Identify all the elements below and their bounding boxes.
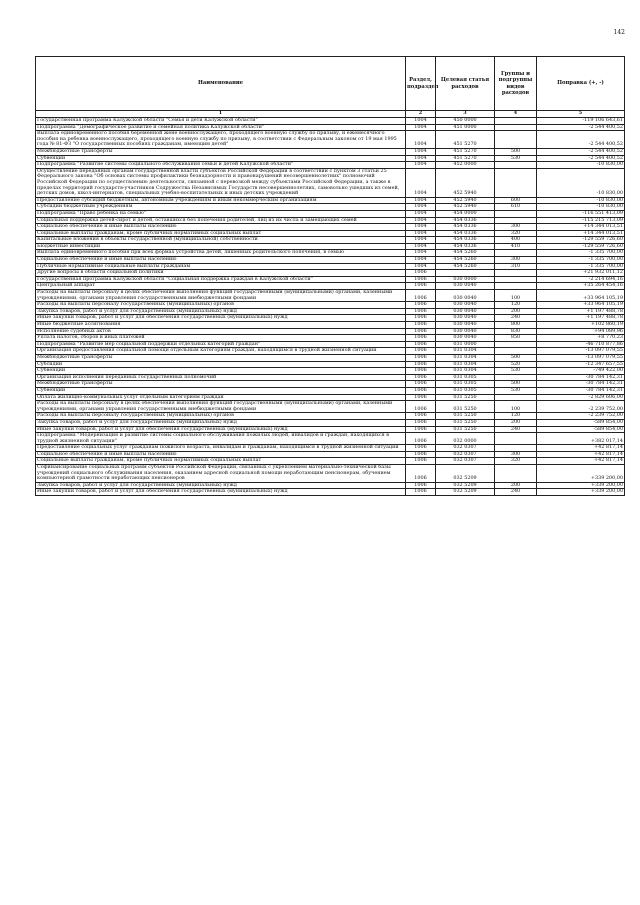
row-section: 1006 xyxy=(406,445,436,452)
row-name: Подпрограмма "Модернизация и развитие системы социального обслуживания пожилых людей, инвалидов и граждан, находящихся в трудной жизненной ситуации" xyxy=(36,433,406,445)
row-change: -2 544 400,52 xyxy=(537,131,625,149)
row-group: 300 xyxy=(495,224,537,231)
row-change: -589 854,00 xyxy=(537,426,625,433)
row-section: 1006 xyxy=(406,381,436,388)
row-group: 240 xyxy=(495,426,537,433)
row-section: 1006 xyxy=(406,482,436,489)
row-change: -2 544 400,52 xyxy=(537,155,625,162)
row-name: Оплата жилищно-коммунальных услуг отдельным категориям граждан xyxy=(36,394,406,401)
row-group: 200 xyxy=(495,482,537,489)
row-code: 030 0040 xyxy=(436,322,495,329)
row-code: 451 0000 xyxy=(436,124,495,131)
row-group: 530 xyxy=(495,368,537,375)
row-change: +42 817,14 xyxy=(537,458,625,465)
row-code: 454 0336 xyxy=(436,230,495,237)
table-row xyxy=(36,348,625,355)
row-section: 1006 xyxy=(406,374,436,381)
row-change: +339 200,00 xyxy=(537,482,625,489)
row-group xyxy=(495,465,537,483)
row-change: +35 264 454,16 xyxy=(537,283,625,290)
row-change: -2 214 694,16 xyxy=(537,276,625,283)
row-group xyxy=(495,433,537,445)
row-group: 600 xyxy=(495,197,537,204)
row-code: 032 0000 xyxy=(436,433,495,445)
row-code: 030 0040 xyxy=(436,328,495,335)
row-name: Выплата единовременного пособия при всех формах устройства детей, лишенных родительского попечения, в семью xyxy=(36,250,406,257)
row-name: Организация исполнения переданных государственных полномочий xyxy=(36,374,406,381)
row-group xyxy=(495,283,537,290)
row-group: 400 xyxy=(495,237,537,244)
row-code: 452 5940 xyxy=(436,197,495,204)
row-group xyxy=(495,341,537,348)
row-name: Расходы на выплаты персоналу в целях обеспечения выполнения функций государственными (муниципальными) органами, казенными учреждениями, органами управления государственными внебюджетными фондами xyxy=(36,290,406,302)
row-section: 1006 xyxy=(406,394,436,401)
row-name: Предоставление социальных услуг гражданам пожилого возраста, инвалидам и гражданам, находящимся в трудной жизненной ситуации xyxy=(36,445,406,452)
row-section: 1006 xyxy=(406,354,436,361)
row-group xyxy=(495,162,537,169)
row-name: Расходы на выплаты персоналу в целях обеспечения выполнения функций государственными (муниципальными) органами, казенными учреждениями, органами управления государственными внебюджетными фондами xyxy=(36,401,406,413)
row-name: Исполнение судебных актов xyxy=(36,328,406,335)
row-change: +8 770,23 xyxy=(537,335,625,342)
row-name: Осуществление переданных органам государственной власти субъектов Российской Федерации в соответствии с пунктом 3 статьи 25 Федерального закона "Об основах системы профилактики безнадзорности и правонарушений несовершеннолетних" полномочий Российской Федерации по осуществлению деятельности, связанной с перевозкой между субъектами Российской Федерации, а также в пределах территорий государств-участников Содружества Независимых Государств несовершеннолетних, самовольно ушедших из семей, детских домов, школ-интернатов, специальных учебно-воспитательных и иных детских учреждений xyxy=(36,168,406,197)
row-change: -30 784 142,31 xyxy=(537,381,625,388)
row-section: 1006 xyxy=(406,401,436,413)
row-code: 032 0307 xyxy=(436,458,495,465)
row-change: +21 932 011,12 xyxy=(537,270,625,277)
table-row xyxy=(36,315,625,322)
row-group: 120 xyxy=(495,302,537,309)
row-section: 1004 xyxy=(406,230,436,237)
row-group xyxy=(495,118,537,125)
row-name: Субвенции xyxy=(36,155,406,162)
row-section: 1006 xyxy=(406,489,436,496)
row-code: 030 0040 xyxy=(436,290,495,302)
row-code: 031 0304 xyxy=(436,368,495,375)
row-section: 1004 xyxy=(406,168,436,197)
table-row xyxy=(36,374,625,381)
row-section: 1004 xyxy=(406,148,436,155)
row-change: -1 335 700,00 xyxy=(537,257,625,264)
row-group: 200 xyxy=(495,308,537,315)
row-section: 1006 xyxy=(406,387,436,394)
row-change: -116 551 413,09 xyxy=(537,210,625,217)
row-code: 030 0040 xyxy=(436,283,495,290)
row-change: -10 830,00 xyxy=(537,197,625,204)
table-row xyxy=(36,381,625,388)
row-section: 1006 xyxy=(406,341,436,348)
row-name: Подпрограмма "Демографическое развитие и семейная политика Калужской области" xyxy=(36,124,406,131)
row-name: Выплата единовременного пособия беременной жене военнослужащего, проходящего военную службу по призыву, и ежемесячного пособия на ребенка военнослужащего, проходящего военную службу по призыву, в соответствии с Федеральным законом от 19 мая 1995 года № 81-ФЗ "О государственных пособиях гражданам, имеющим детей" xyxy=(36,131,406,149)
col-number: 5 xyxy=(537,111,625,118)
header-code: Целевая статья расходов xyxy=(436,57,495,111)
row-name: Социальное обеспечение и иные выплаты населению xyxy=(36,224,406,231)
row-change: +14 344 013,51 xyxy=(537,224,625,231)
row-name: Бюджетные инвестиции xyxy=(36,243,406,250)
row-change: +42 817,14 xyxy=(537,451,625,458)
row-section: 1006 xyxy=(406,458,436,465)
row-group: 240 xyxy=(495,489,537,496)
row-section: 1006 xyxy=(406,290,436,302)
row-section: 1006 xyxy=(406,270,436,277)
row-change: -749 422,00 xyxy=(537,368,625,375)
row-code: 030 0040 xyxy=(436,315,495,322)
row-group: 320 xyxy=(495,458,537,465)
row-code: 032 5209 xyxy=(436,489,495,496)
row-group: 530 xyxy=(495,387,537,394)
row-name: Иные бюджетные ассигнования xyxy=(36,322,406,329)
row-name: Уплата налогов, сборов и иных платежей xyxy=(36,335,406,342)
row-section: 1006 xyxy=(406,426,436,433)
row-code: 454 0336 xyxy=(436,237,495,244)
row-code: 454 5260 xyxy=(436,263,495,270)
row-name: Субсидии xyxy=(36,361,406,368)
row-section: 1004 xyxy=(406,217,436,224)
row-code: 031 5250 xyxy=(436,419,495,426)
row-name: Закупка товаров, работ и услуг для государственных (муниципальных) нужд xyxy=(36,419,406,426)
row-code: 454 5260 xyxy=(436,257,495,264)
row-group: 610 xyxy=(495,204,537,211)
row-name: Субсидии бюджетным учреждениям xyxy=(36,204,406,211)
row-code: 031 0305 xyxy=(436,381,495,388)
table-row xyxy=(36,361,625,368)
row-name: Капитальные вложения в объекты государственной (муниципальной) собственности xyxy=(36,237,406,244)
row-code: 031 5250 xyxy=(436,426,495,433)
row-code: 030 0040 xyxy=(436,302,495,309)
row-name: Субвенции xyxy=(36,387,406,394)
row-code: 031 5250 xyxy=(436,413,495,420)
row-section: 1004 xyxy=(406,118,436,125)
row-change: +102 860,19 xyxy=(537,322,625,329)
row-code: 454 5260 xyxy=(436,250,495,257)
row-name: Социальное обеспечение и иные выплаты населению xyxy=(36,451,406,458)
row-code: 031 5250 xyxy=(436,401,495,413)
row-code: 032 0307 xyxy=(436,445,495,452)
row-change: -2 544 400,52 xyxy=(537,124,625,131)
row-change: -1 335 700,00 xyxy=(537,250,625,257)
row-section: 1006 xyxy=(406,413,436,420)
row-section: 1004 xyxy=(406,197,436,204)
row-group: 500 xyxy=(495,381,537,388)
col-number: 4 xyxy=(495,111,537,118)
row-change: -46 710 877,86 xyxy=(537,341,625,348)
row-section: 1004 xyxy=(406,224,436,231)
row-group xyxy=(495,276,537,283)
table-row xyxy=(36,168,625,197)
row-change: -129 559 726,60 xyxy=(537,243,625,250)
row-section: 1006 xyxy=(406,283,436,290)
table-row xyxy=(36,489,625,496)
row-section: 1006 xyxy=(406,315,436,322)
col-number: 3 xyxy=(436,111,495,118)
row-code: 451 5270 xyxy=(436,148,495,155)
row-section: 1006 xyxy=(406,433,436,445)
row-group: 850 xyxy=(495,335,537,342)
row-group: 500 xyxy=(495,354,537,361)
table-row xyxy=(36,401,625,413)
row-code: 450 0000 xyxy=(436,118,495,125)
row-name: Иные закупки товаров, работ и услуг для обеспечения государственных (муниципальных) нужд xyxy=(36,489,406,496)
row-change: -2 239 752,00 xyxy=(537,413,625,420)
table-row xyxy=(36,290,625,302)
table-row xyxy=(36,210,625,217)
row-change: -115 215 713,09 xyxy=(537,217,625,224)
row-section: 1004 xyxy=(406,250,436,257)
row-name: Закупка товаров, работ и услуг для государственных (муниципальных) нужд xyxy=(36,482,406,489)
row-group: 200 xyxy=(495,419,537,426)
row-name: Расходы на выплаты персоналу государственных (муниципальных) органов xyxy=(36,413,406,420)
row-change: -2 239 752,00 xyxy=(537,401,625,413)
row-code: 454 0000 xyxy=(436,210,495,217)
row-code: 031 0000 xyxy=(436,341,495,348)
row-section: 1006 xyxy=(406,335,436,342)
row-change: -129 559 726,60 xyxy=(537,237,625,244)
row-group: 300 xyxy=(495,257,537,264)
row-code: 031 0305 xyxy=(436,387,495,394)
table-row xyxy=(36,237,625,244)
row-group xyxy=(495,394,537,401)
table-row xyxy=(36,276,625,283)
row-code: 031 5250 xyxy=(436,394,495,401)
row-section: 1006 xyxy=(406,368,436,375)
row-section: 1004 xyxy=(406,162,436,169)
row-group: 100 xyxy=(495,290,537,302)
row-name: Субвенции xyxy=(36,368,406,375)
table-row xyxy=(36,354,625,361)
row-group: 500 xyxy=(495,148,537,155)
row-change: +1 197 488,78 xyxy=(537,308,625,315)
row-name: Иные закупки товаров, работ и услуг для обеспечения государственных (муниципальных) нужд xyxy=(36,426,406,433)
row-change: +42 817,14 xyxy=(537,445,625,452)
row-section: 1006 xyxy=(406,465,436,483)
row-change: -10 830,00 xyxy=(537,168,625,197)
row-change: +382 017,14 xyxy=(537,433,625,445)
row-section: 1004 xyxy=(406,243,436,250)
row-change: +33 964 105,19 xyxy=(537,290,625,302)
col-number: 2 xyxy=(406,111,436,118)
header-group: Группы и подгруппы видов расходов xyxy=(495,57,537,111)
table-row xyxy=(36,148,625,155)
row-group: 120 xyxy=(495,413,537,420)
row-section: 1006 xyxy=(406,348,436,355)
row-change: -2 544 400,52 xyxy=(537,148,625,155)
row-code: 454 0336 xyxy=(436,243,495,250)
row-name: Иные закупки товаров, работ и услуг для обеспечения государственных (муниципальных) нужд xyxy=(36,315,406,322)
row-code: 032 5209 xyxy=(436,482,495,489)
row-change: -30 784 142,31 xyxy=(537,387,625,394)
row-name: Социальные выплаты гражданам, кроме публичных нормативных социальных выплат xyxy=(36,230,406,237)
row-group: 520 xyxy=(495,361,537,368)
table-row xyxy=(36,433,625,445)
row-name: Социальное обеспечение и иные выплаты населению xyxy=(36,257,406,264)
row-name: Государственная программа Калужской области "Социальная поддержка граждан в Калужской области" xyxy=(36,276,406,283)
row-change: -1 335 700,00 xyxy=(537,263,625,270)
row-change: +339 200,00 xyxy=(537,465,625,483)
row-section: 1004 xyxy=(406,155,436,162)
row-group: 310 xyxy=(495,263,537,270)
row-group: 100 xyxy=(495,401,537,413)
row-change: -12 347 657,55 xyxy=(537,361,625,368)
row-change: +94 089,96 xyxy=(537,328,625,335)
row-code: 031 0305 xyxy=(436,374,495,381)
row-change: -10 830,00 xyxy=(537,162,625,169)
table-body xyxy=(36,118,625,496)
row-section: 1004 xyxy=(406,124,436,131)
row-change: +33 964 105,19 xyxy=(537,302,625,309)
row-section: 1006 xyxy=(406,308,436,315)
header-change: Поправка (+, -) xyxy=(537,57,625,111)
table-row xyxy=(36,322,625,329)
row-code: 451 5270 xyxy=(436,131,495,149)
row-change: -589 854,00 xyxy=(537,419,625,426)
row-code: 452 0000 xyxy=(436,162,495,169)
table-row xyxy=(36,465,625,483)
row-change: -13 097 079,55 xyxy=(537,348,625,355)
row-change: -10 830,00 xyxy=(537,204,625,211)
row-change: +14 344 013,51 xyxy=(537,230,625,237)
row-change: -13 097 079,55 xyxy=(537,354,625,361)
row-group xyxy=(495,210,537,217)
row-name: Софинансирование социальных программ субъектов Российской Федерации, связанных с укреплением материально-технической базы учреждений социального обслуживания населения, оказанием адресной социальной помощи неработающим пенсионерам, обучением компьютерной грамотности неработающих пенсионеров xyxy=(36,465,406,483)
row-code: 032 5209 xyxy=(436,465,495,483)
row-section: 1006 xyxy=(406,451,436,458)
row-name: Социальная поддержка детей-сирот и детей, оставшихся без попечения родителей, лиц из их числа и замещающих семей xyxy=(36,217,406,224)
row-group xyxy=(495,131,537,149)
row-name: Другие вопросы в области социальной политики xyxy=(36,270,406,277)
row-change: +339 200,00 xyxy=(537,489,625,496)
page-number: 142 xyxy=(613,29,625,36)
row-name: Подпрограмма "Право ребенка на семью" xyxy=(36,210,406,217)
row-group: 300 xyxy=(495,451,537,458)
row-group: 240 xyxy=(495,315,537,322)
row-section: 1006 xyxy=(406,419,436,426)
row-group: 530 xyxy=(495,155,537,162)
row-code: 031 0304 xyxy=(436,354,495,361)
row-code: 454 0336 xyxy=(436,224,495,231)
row-group: 410 xyxy=(495,243,537,250)
row-code: 452 5940 xyxy=(436,168,495,197)
row-name: Расходы на выплаты персоналу государственных (муниципальных) органов xyxy=(36,302,406,309)
row-name: Социальные выплаты гражданам, кроме публичных нормативных социальных выплат xyxy=(36,458,406,465)
row-section: 1004 xyxy=(406,257,436,264)
row-change: -119 106 643,61 xyxy=(537,118,625,125)
header-name: Наименование xyxy=(36,57,406,111)
row-group: 800 xyxy=(495,322,537,329)
row-name: Межбюджетные трансферты xyxy=(36,381,406,388)
row-section: 1004 xyxy=(406,263,436,270)
row-section: 1006 xyxy=(406,322,436,329)
row-group: 320 xyxy=(495,230,537,237)
row-name: Организация предоставления социальной помощи отдельным категориям граждан, находящимся в трудной жизненной ситуации xyxy=(36,348,406,355)
row-section: 1006 xyxy=(406,276,436,283)
row-code: 031 0304 xyxy=(436,361,495,368)
row-name: Предоставление субсидий бюджетным, автономным учреждениям и иным некоммерческим организациям xyxy=(36,197,406,204)
row-name: Подпрограмма "Развитие мер социальной поддержки отдельных категорий граждан" xyxy=(36,341,406,348)
row-code: 030 0040 xyxy=(436,335,495,342)
row-code: 454 0336 xyxy=(436,217,495,224)
header-section: Раздел, подраздел xyxy=(406,57,436,111)
row-group xyxy=(495,124,537,131)
row-change: -2 829 606,00 xyxy=(537,394,625,401)
table-row xyxy=(36,131,625,149)
row-section: 1006 xyxy=(406,302,436,309)
row-name: Межбюджетные трансферты xyxy=(36,354,406,361)
row-group: 830 xyxy=(495,328,537,335)
row-change: +1 197 488,78 xyxy=(537,315,625,322)
row-section: 1004 xyxy=(406,237,436,244)
row-section: 1006 xyxy=(406,328,436,335)
row-code: 451 5270 xyxy=(436,155,495,162)
col-number: 1 xyxy=(36,111,406,118)
row-code: 030 0040 xyxy=(436,308,495,315)
row-group xyxy=(495,270,537,277)
row-group xyxy=(495,168,537,197)
row-name: Государственная программа Калужской области "Семья и дети Калужской области" xyxy=(36,118,406,125)
row-code: 032 0307 xyxy=(436,451,495,458)
row-section: 1006 xyxy=(406,361,436,368)
row-name: Закупка товаров, работ и услуг для государственных (муниципальных) нужд xyxy=(36,308,406,315)
row-name: Подпрограмма "Развитие системы социального обслуживания семьи и детей Калужской области" xyxy=(36,162,406,169)
row-section: 1004 xyxy=(406,204,436,211)
row-code: 031 0304 xyxy=(436,348,495,355)
row-name: Межбюджетные трансферты xyxy=(36,148,406,155)
row-section: 1004 xyxy=(406,131,436,149)
row-code: 452 5940 xyxy=(436,204,495,211)
budget-amendments-table xyxy=(35,56,625,496)
row-name: Центральный аппарат xyxy=(36,283,406,290)
row-section: 1004 xyxy=(406,210,436,217)
row-code: 030 0000 xyxy=(436,276,495,283)
table-header xyxy=(36,57,625,118)
row-change: -30 784 142,31 xyxy=(537,374,625,381)
row-name: Публичные нормативные социальные выплаты гражданам xyxy=(36,263,406,270)
table-row xyxy=(36,419,625,426)
